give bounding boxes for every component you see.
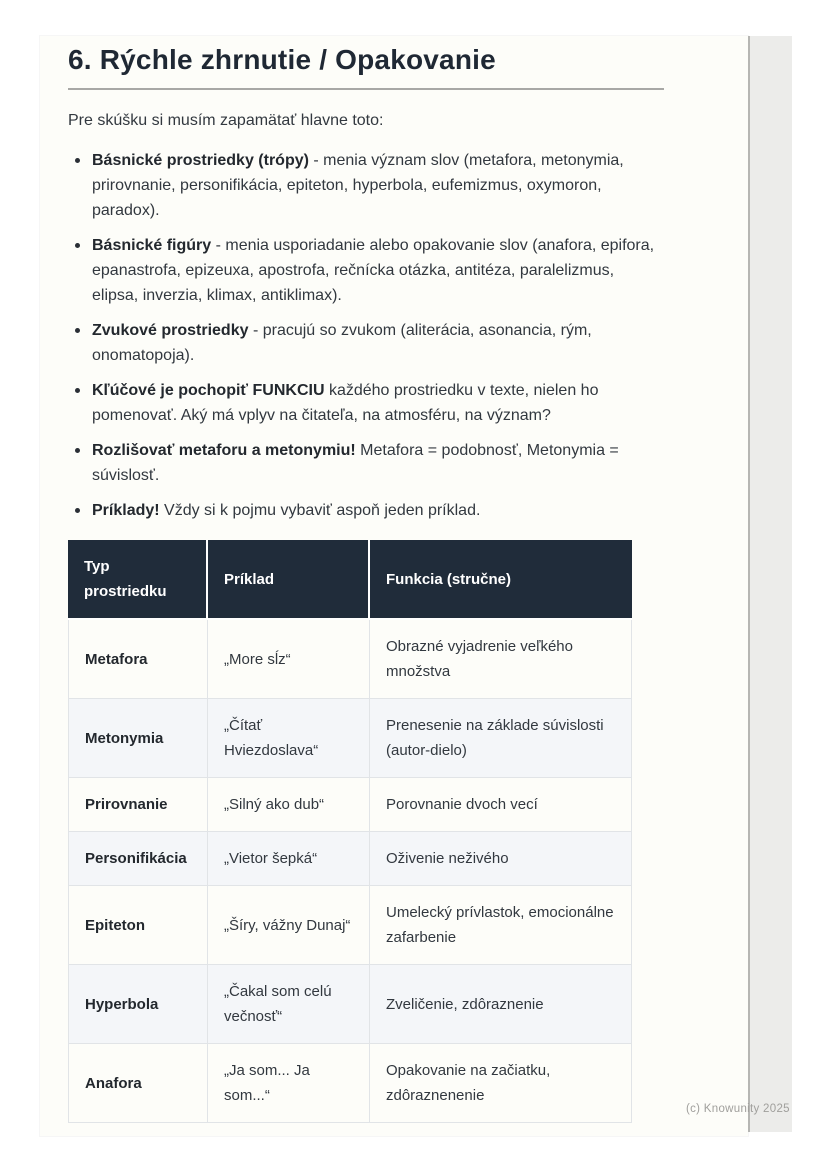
function-cell: Prenesenie na základe súvislosti (autor-dielo)	[370, 699, 632, 778]
watermark-text: (c) Knowunity 2025	[686, 1103, 790, 1115]
term-cell: Anafora	[68, 1044, 208, 1123]
example-cell: „Silný ako dub“	[208, 778, 370, 832]
example-cell: „Ja som... Ja som...“	[208, 1044, 370, 1123]
bullet-body-text: Metafora = podobnosť, Metonymia = súvislosť.	[92, 442, 619, 484]
example-cell: „Vietor šepká“	[208, 832, 370, 886]
bullet-lead-text: Zvukové prostriedky	[92, 322, 249, 339]
table-row	[68, 1044, 632, 1123]
bullet-body-text: každého prostriedku v texte, nielen ho pomenovať. Aký má vplyv na čitateľa, na atmosféru, na význam?	[92, 382, 599, 424]
bullet-body-text: - menia usporiadanie alebo opakovanie slov (anafora, epifora, epanastrofa, epizeuxa, apostrofa, rečnícka otázka, antitéza, paralelizmus, elipsa, inverzia, klimax, antiklimax).	[92, 237, 655, 304]
summary-list	[68, 148, 664, 523]
bullet-lead-text: Rozlišovať metaforu a metonymiu!	[92, 442, 356, 459]
page-content	[40, 36, 664, 1123]
table-row	[68, 778, 632, 832]
table-header-cell: Typ prostriedku	[68, 540, 208, 620]
function-cell: Oživenie neživého	[370, 832, 632, 886]
example-cell: „Čakal som celú večnosť“	[208, 965, 370, 1044]
function-cell: Umelecký prívlastok, emocionálne zafarbenie	[370, 886, 632, 965]
table-header-cell: Funkcia (stručne)	[370, 540, 632, 620]
document-page	[40, 36, 748, 1136]
tropes-table	[68, 540, 632, 1123]
page-edge-strip	[748, 36, 792, 1132]
term-cell: Personifikácia	[68, 832, 208, 886]
example-cell: „Šíry, vážny Dunaj“	[208, 886, 370, 965]
bullet-body-text: - menia význam slov (metafora, metonymia, prirovnanie, personifikácia, epiteton, hyperbola, eufemizmus, oxymoron, paradox).	[92, 152, 624, 219]
function-cell: Porovnanie dvoch vecí	[370, 778, 632, 832]
bullet-lead-text: Básnické prostriedky (trópy)	[92, 152, 309, 169]
bullet-body-text: - pracujú so zvukom (aliterácia, asonancia, rým, onomatopoja).	[92, 322, 592, 364]
list-item	[68, 233, 664, 308]
bullet-lead-text: Príklady!	[92, 502, 160, 519]
table-row	[68, 699, 632, 778]
term-cell: Epiteton	[68, 886, 208, 965]
bullet-lead-text: Kľúčové je pochopiť FUNKCIU	[92, 382, 325, 399]
term-cell: Metonymia	[68, 699, 208, 778]
example-cell: „Čítať Hviezdoslava“	[208, 699, 370, 778]
term-cell: Prirovnanie	[68, 778, 208, 832]
table-row	[68, 620, 632, 699]
table-row	[68, 886, 632, 965]
list-item	[68, 148, 664, 223]
list-item	[68, 498, 664, 523]
table-header-cell: Príklad	[208, 540, 370, 620]
bullet-lead-text: Básnické figúry	[92, 237, 212, 254]
example-cell: „More sĺz“	[208, 620, 370, 699]
term-cell: Hyperbola	[68, 965, 208, 1044]
intro-paragraph: Pre skúšku si musím zapamätať hlavne toto:	[68, 112, 384, 129]
title-divider	[68, 88, 664, 90]
table-row	[68, 965, 632, 1044]
function-cell: Opakovanie na začiatku, zdôraznenenie	[370, 1044, 632, 1123]
list-item	[68, 318, 664, 368]
function-cell: Zveličenie, zdôraznenie	[370, 965, 632, 1044]
table-row	[68, 832, 632, 886]
section-title: 6. Rýchle zhrnutie / Opakovanie	[68, 44, 496, 75]
bullet-body-text: Vždy si k pojmu vybaviť aspoň jeden príklad.	[159, 502, 481, 519]
list-item	[68, 378, 664, 428]
list-item	[68, 438, 664, 488]
term-cell: Metafora	[68, 620, 208, 699]
table-header-row	[68, 540, 632, 620]
function-cell: Obrazné vyjadrenie veľkého množstva	[370, 620, 632, 699]
